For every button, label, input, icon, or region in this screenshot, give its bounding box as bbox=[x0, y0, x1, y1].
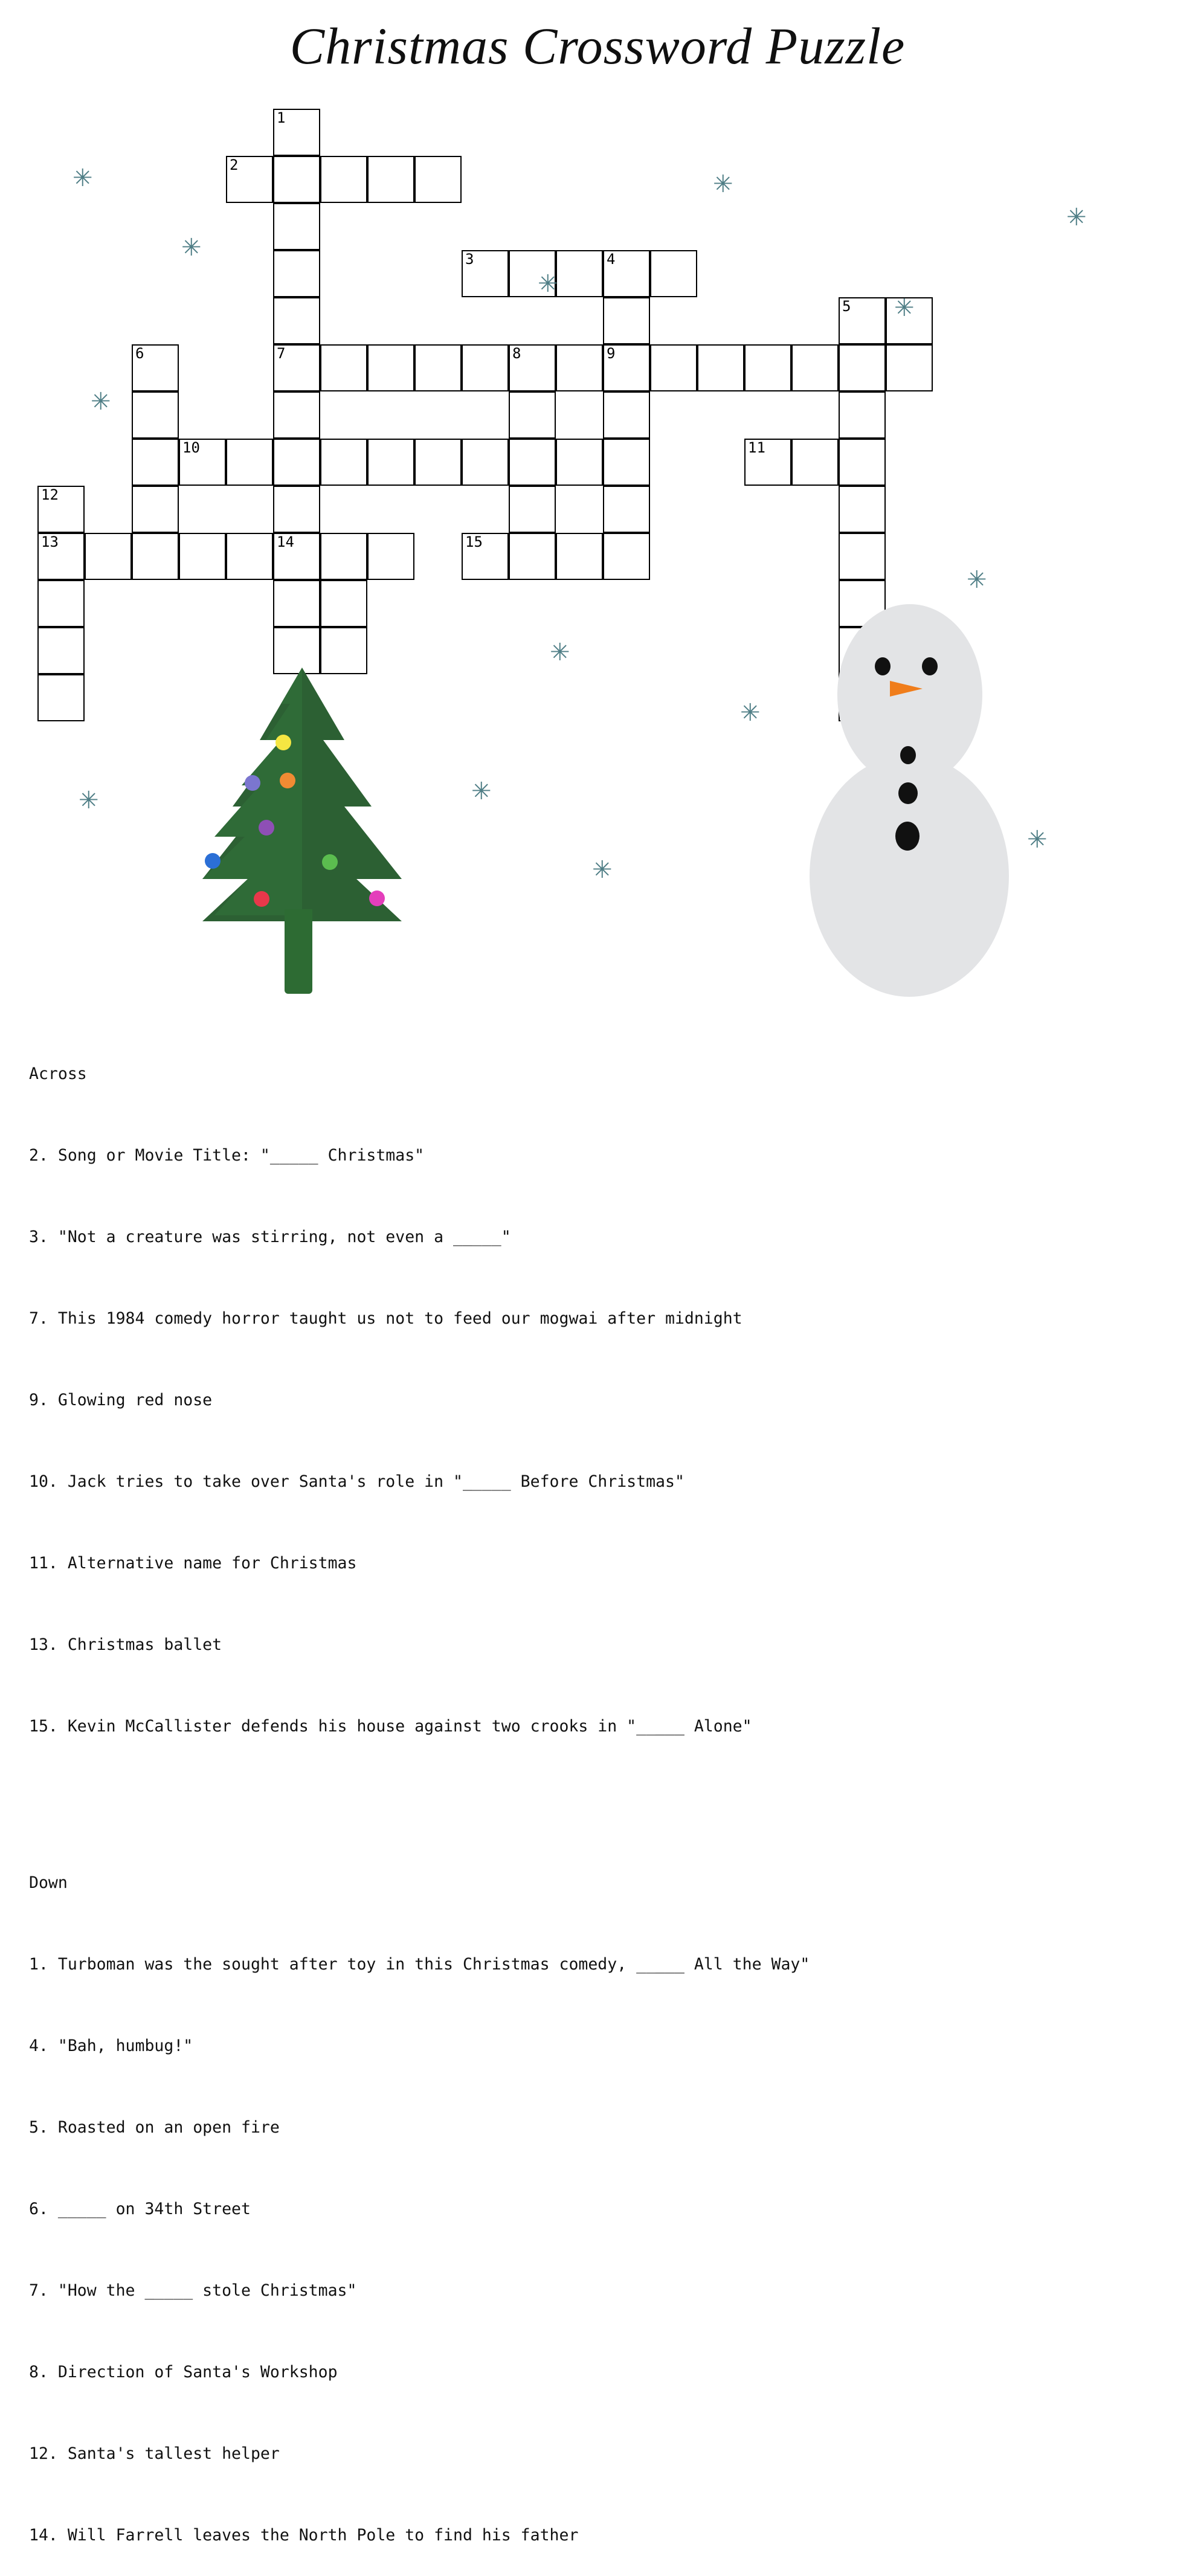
snowflake-icon: ✳ bbox=[91, 388, 111, 415]
crossword-cell[interactable] bbox=[367, 439, 414, 486]
tree-ornament bbox=[275, 735, 291, 750]
snowflake-icon: ✳ bbox=[1066, 204, 1087, 231]
crossword-cell[interactable] bbox=[603, 391, 650, 439]
crossword-cell[interactable] bbox=[603, 250, 650, 297]
cell-number: 15 bbox=[465, 533, 483, 550]
crossword-cell[interactable] bbox=[509, 344, 556, 391]
crossword-cell[interactable] bbox=[603, 439, 650, 486]
down-clue: 5. Roasted on an open fire bbox=[29, 2118, 280, 2137]
down-clue: 6. _____ on 34th Street bbox=[29, 2200, 251, 2218]
across-clue: 7. This 1984 comedy horror taught us not to feed our mogwai after midnight bbox=[29, 1309, 742, 1328]
crossword-cell[interactable] bbox=[226, 439, 273, 486]
tree-ornament bbox=[254, 891, 269, 907]
crossword-cell[interactable] bbox=[132, 439, 179, 486]
crossword-cell[interactable] bbox=[273, 486, 320, 533]
cell-number: 3 bbox=[465, 251, 474, 268]
crossword-cell[interactable] bbox=[556, 533, 603, 580]
crossword-cell[interactable] bbox=[37, 486, 85, 533]
crossword-cell[interactable] bbox=[320, 156, 367, 203]
cell-number: 10 bbox=[182, 439, 200, 456]
cell-number: 4 bbox=[607, 251, 616, 268]
crossword-cell[interactable] bbox=[791, 439, 839, 486]
crossword-cell[interactable] bbox=[650, 250, 697, 297]
crossword-cell[interactable] bbox=[462, 533, 509, 580]
crossword-cell[interactable] bbox=[226, 156, 273, 203]
crossword-cell[interactable] bbox=[367, 533, 414, 580]
snowflake-icon: ✳ bbox=[550, 639, 570, 666]
crossword-cell[interactable] bbox=[132, 344, 179, 391]
snowman-eye-right bbox=[922, 657, 938, 675]
crossword-cell[interactable] bbox=[650, 344, 697, 391]
crossword-cell[interactable] bbox=[132, 486, 179, 533]
crossword-cell[interactable] bbox=[603, 486, 650, 533]
cell-number: 1 bbox=[277, 109, 286, 126]
cell-number: 8 bbox=[512, 345, 521, 362]
snowflake-icon: ✳ bbox=[713, 171, 733, 198]
snowman-illustration bbox=[804, 604, 1009, 1003]
tree-trunk bbox=[285, 909, 312, 994]
crossword-cell[interactable] bbox=[603, 533, 650, 580]
down-clue: 7. "How the _____ stole Christmas" bbox=[29, 2281, 357, 2300]
tree-ornament bbox=[322, 854, 338, 870]
cell-number: 2 bbox=[230, 156, 239, 173]
cell-number: 9 bbox=[607, 345, 616, 362]
crossword-cell[interactable] bbox=[273, 203, 320, 250]
snowflake-icon: ✳ bbox=[471, 778, 492, 805]
crossword-cell[interactable] bbox=[320, 439, 367, 486]
across-clue: 9. Glowing red nose bbox=[29, 1391, 213, 1409]
across-clue: 2. Song or Movie Title: "_____ Christmas" bbox=[29, 1146, 425, 1165]
crossword-cell[interactable] bbox=[273, 109, 320, 156]
crossword-cell[interactable] bbox=[37, 627, 85, 674]
crossword-cell[interactable] bbox=[839, 486, 886, 533]
crossword-cell[interactable] bbox=[414, 344, 462, 391]
snowflake-icon: ✳ bbox=[181, 234, 202, 261]
crossword-cell[interactable] bbox=[273, 297, 320, 344]
snowflake-icon: ✳ bbox=[79, 787, 99, 814]
cell-number: 14 bbox=[277, 533, 294, 550]
snowflake-icon: ✳ bbox=[538, 271, 558, 297]
across-clue: 10. Jack tries to take over Santa's role in "_____ Before Christmas" bbox=[29, 1472, 684, 1491]
crossword-cell[interactable] bbox=[367, 344, 414, 391]
page-title: Christmas Crossword Puzzle bbox=[289, 17, 906, 75]
crossword-cell[interactable] bbox=[556, 344, 603, 391]
clue-spacer bbox=[29, 1794, 1177, 1815]
crossword-cell[interactable] bbox=[839, 391, 886, 439]
crossword-cell[interactable] bbox=[839, 344, 886, 391]
crossword-cell[interactable] bbox=[414, 439, 462, 486]
crossword-cell[interactable] bbox=[273, 439, 320, 486]
crossword-cell[interactable] bbox=[603, 297, 650, 344]
down-clue: 4. "Bah, humbug!" bbox=[29, 2037, 193, 2055]
crossword-cell[interactable] bbox=[320, 344, 367, 391]
crossword-cell[interactable] bbox=[320, 533, 367, 580]
crossword-cell[interactable] bbox=[509, 533, 556, 580]
crossword-cell[interactable] bbox=[556, 250, 603, 297]
snowman-button-3 bbox=[895, 822, 920, 851]
down-clue: 12. Santa's tallest helper bbox=[29, 2444, 280, 2463]
tree-ornament bbox=[259, 820, 274, 836]
cell-number: 11 bbox=[748, 439, 765, 456]
cell-number: 7 bbox=[277, 345, 286, 362]
crossword-cell[interactable] bbox=[414, 156, 462, 203]
crossword-cell[interactable] bbox=[226, 533, 273, 580]
crossword-cell[interactable] bbox=[839, 297, 886, 344]
snowflake-icon: ✳ bbox=[967, 567, 987, 593]
across-heading: Across bbox=[29, 1064, 87, 1083]
crossword-cell[interactable] bbox=[509, 486, 556, 533]
crossword-cell[interactable] bbox=[509, 439, 556, 486]
down-clue: 8. Direction of Santa's Workshop bbox=[29, 2363, 338, 2381]
crossword-cell[interactable] bbox=[791, 344, 839, 391]
crossword-cell[interactable] bbox=[273, 250, 320, 297]
snowflake-icon: ✳ bbox=[894, 295, 915, 321]
tree-ornament bbox=[369, 890, 385, 906]
crossword-cell[interactable] bbox=[37, 580, 85, 627]
crossword-cell[interactable] bbox=[697, 344, 744, 391]
crossword-cell[interactable] bbox=[509, 391, 556, 439]
crossword-cell[interactable] bbox=[367, 156, 414, 203]
crossword-cell[interactable] bbox=[273, 156, 320, 203]
down-clue: 1. Turboman was the sought after toy in this Christmas comedy, _____ All the Way" bbox=[29, 1955, 810, 1974]
snowflake-icon: ✳ bbox=[592, 857, 613, 883]
crossword-cell[interactable] bbox=[744, 439, 791, 486]
crossword-cell[interactable] bbox=[273, 391, 320, 439]
tree-ornament bbox=[245, 775, 260, 791]
snowman-button-1 bbox=[900, 746, 916, 764]
tree-ornament bbox=[205, 853, 221, 869]
crossword-cell[interactable] bbox=[37, 674, 85, 721]
crossword-cell[interactable] bbox=[37, 533, 85, 580]
crossword-cell[interactable] bbox=[179, 533, 226, 580]
cell-number: 5 bbox=[842, 298, 851, 315]
down-clue: 14. Will Farrell leaves the North Pole to find his father bbox=[29, 2526, 579, 2545]
snowflake-icon: ✳ bbox=[1027, 826, 1048, 853]
crossword-cell[interactable] bbox=[744, 344, 791, 391]
crossword-cell[interactable] bbox=[556, 439, 603, 486]
crossword-cell[interactable] bbox=[320, 580, 367, 627]
crossword-cell[interactable] bbox=[839, 439, 886, 486]
crossword-cell[interactable] bbox=[886, 344, 933, 391]
crossword-cell[interactable] bbox=[132, 391, 179, 439]
across-clue: 13. Christmas ballet bbox=[29, 1635, 222, 1654]
cell-number: 6 bbox=[135, 345, 144, 362]
crossword-cell[interactable] bbox=[839, 533, 886, 580]
crossword-cell[interactable] bbox=[462, 439, 509, 486]
snowman-eye-left bbox=[875, 657, 891, 675]
crossword-cell[interactable] bbox=[273, 533, 320, 580]
clues-section bbox=[29, 1006, 1177, 2576]
crossword-cell[interactable] bbox=[273, 580, 320, 627]
cell-number: 12 bbox=[41, 486, 59, 503]
snowflake-icon: ✳ bbox=[72, 165, 93, 192]
crossword-cell[interactable] bbox=[462, 250, 509, 297]
crossword-cell[interactable] bbox=[273, 344, 320, 391]
cell-number: 13 bbox=[41, 533, 59, 550]
crossword-cell[interactable] bbox=[462, 344, 509, 391]
snowman-carrot-nose bbox=[890, 681, 923, 697]
snowman-button-2 bbox=[898, 782, 918, 804]
tree-ornament bbox=[280, 773, 295, 788]
snowflake-icon: ✳ bbox=[740, 700, 761, 726]
across-clue: 15. Kevin McCallister defends his house against two crooks in "_____ Alone" bbox=[29, 1717, 752, 1736]
crossword-cell[interactable] bbox=[85, 533, 132, 580]
across-clue: 11. Alternative name for Christmas bbox=[29, 1554, 357, 1573]
crossword-cell[interactable] bbox=[132, 533, 179, 580]
christmas-tree-illustration bbox=[130, 655, 474, 994]
crossword-cell[interactable] bbox=[179, 439, 226, 486]
down-heading: Down bbox=[29, 1873, 68, 1892]
across-clue: 3. "Not a creature was stirring, not even a _____" bbox=[29, 1228, 511, 1246]
crossword-cell[interactable] bbox=[603, 344, 650, 391]
